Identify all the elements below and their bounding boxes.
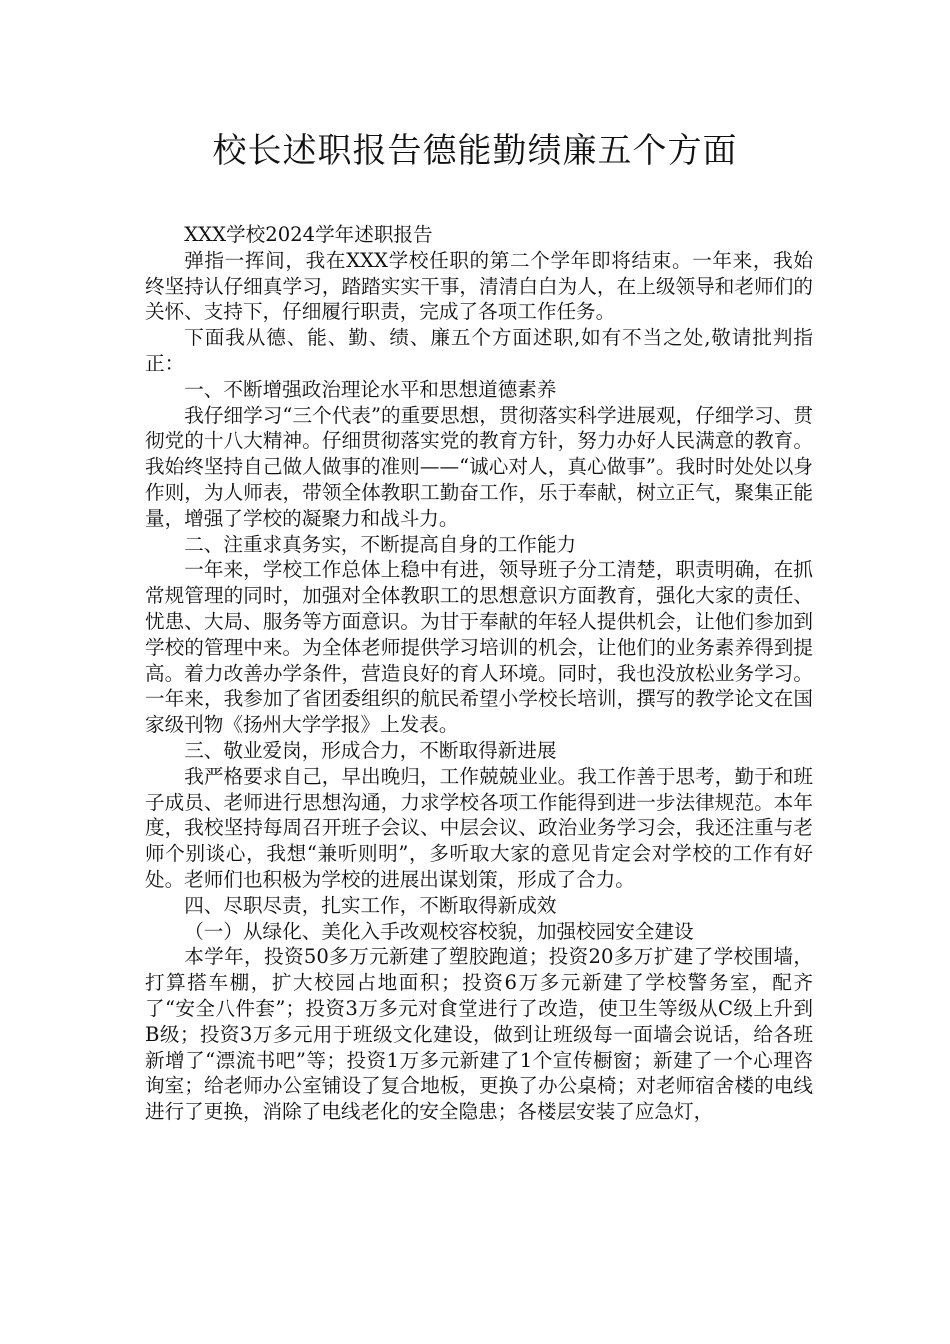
section-heading-2: 二、注重求真务实，不断提高自身的工作能力 — [184, 532, 577, 556]
section-heading-4: 四、尽职尽责，扎实工作，不断取得新成效 — [184, 893, 557, 917]
report-subtitle: XXX学校2024学年述职报告 — [184, 223, 433, 246]
section-heading-1: 一、不断增强政治理论水平和思想道德素养 — [184, 377, 557, 401]
section-2-paragraph: 一年来，学校工作总体上稳中有进，领导班子分工清楚，职责明确，在抓常规管理的同时，加强对全体教职工的思想意识方面教育，强化大家的责任、忧患、大局、服务等方面意识。为甘于奉献的年轻人提供机会，让他们参加到学校的管理中来。为全体老师提供学习培训的机会，让他们的业务素养得到提高。着力改善办学条件，营造良好的育人环境。同时，我也没放松业务学习。一年来，我参加了省团委组织的航民希望小学校长培训，撰写的教学论文在国家级刊物《扬州大学学报》上发表。 — [145, 558, 813, 737]
document-title: 校长述职报告德能勤绩廉五个方面 — [212, 131, 738, 171]
outline-paragraph: 下面我从德、能、勤、绩、廉五个方面述职,如有不当之处,敬请批判指正： — [145, 326, 813, 375]
section-heading-3: 三、敬业爱岗，形成合力，不断取得新进展 — [184, 738, 557, 762]
subsection-heading-4-1: （一）从绿化、美化入手改观校容校貌，加强校园安全建设 — [184, 919, 694, 943]
document-body — [145, 222, 813, 1125]
section-1-paragraph: 我仔细学习“三个代表”的重要思想，贯彻落实科学进展观，仔细学习、贯彻党的十八大精神。仔细贯彻落实党的教育方针，努力办好人民满意的教育。我始终坚持自己做人做事的准则——“诚心对人，真心做事”。我时时处处以身作则，为人师表，带领全体教职工勤奋工作，乐于奉献，树立正气，聚集正能量，增强了学校的凝聚力和战斗力。 — [145, 403, 813, 530]
section-3-paragraph: 我严格要求自己，早出晚归，工作兢兢业业。我工作善于思考，勤于和班子成员、老师进行思想沟通，力求学校各项工作能得到进一步法律规范。本年度，我校坚持每周召开班子会议、中层会议、政治业务学习会，我还注重与老师个别谈心，我想“兼听则明”，多听取大家的意见肯定会对学校的工作有好处。老师们也积极为学校的进展出谋划策，形成了合力。 — [145, 764, 813, 891]
intro-paragraph: 弹指一挥间，我在XXX学校任职的第二个学年即将结束。一年来，我始终坚持认仔细真学习，踏踏实实干事，清清白白为人，在上级领导和老师们的关怀、支持下，仔细履行职责，完成了各项工作任务。 — [145, 248, 813, 324]
subsection-4-1-paragraph: 本学年，投资50多万元新建了塑胶跑道；投资20多万扩建了学校围墙，打算搭车棚，扩大校园占地面积；投资6万多元新建了学校警务室，配齐了“安全八件套”；投资3万多元对食堂进行了改造，使卫生等级从C级上升到B级；投资3万多元用于班级文化建设，做到让班级每一面墙会说话，给各班新增了“漂流书吧”等；投资1万多元新建了1个宣传橱窗；新建了一个心理咨询室；给老师办公室铺设了复合地板，更换了办公桌椅；对老师宿舍楼的电线进行了更换，消除了电线老化的安全隐患；各楼层安装了应急灯， — [145, 945, 813, 1124]
